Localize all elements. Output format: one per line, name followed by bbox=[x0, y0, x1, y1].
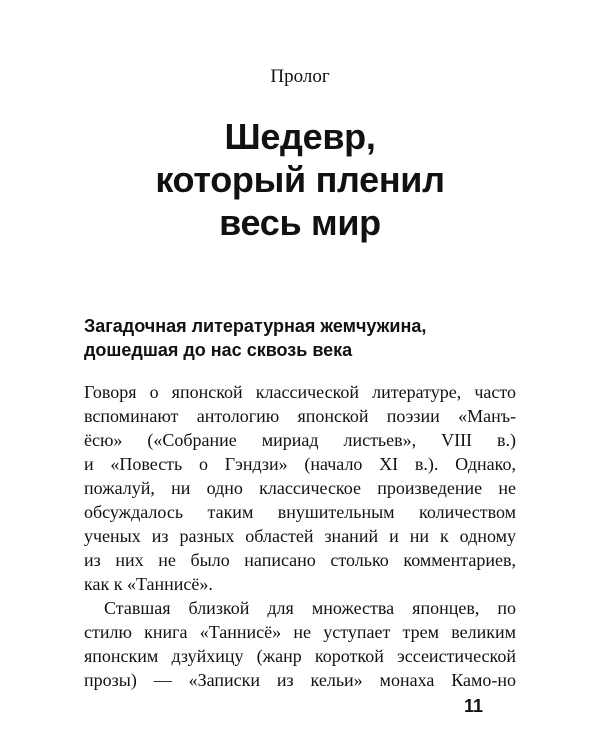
text-line: Говоря о японской классической литературе, часто bbox=[84, 382, 516, 402]
text-line: обсуждалось таким внушительным количеством bbox=[84, 502, 516, 522]
text-line: ёсю» («Собрание мириад листьев», VIII в.) bbox=[84, 430, 516, 450]
chapter-title bbox=[0, 115, 600, 244]
body-text bbox=[84, 380, 516, 692]
chapter-title-line: Шедевр, bbox=[224, 116, 376, 157]
chapter-title-line: который пленил bbox=[155, 159, 445, 200]
section-heading-line: дошедшая до нас сквозь века bbox=[84, 340, 353, 360]
text-line: ученых из разных областей знаний и ни к одному bbox=[84, 526, 516, 546]
text-line: стилю книга «Таннисё» не уступает трем великим bbox=[84, 622, 516, 642]
prologue-label: Пролог bbox=[270, 66, 330, 87]
text-line: из них не было написано столько комментариев, bbox=[84, 550, 516, 570]
paragraph-2 bbox=[84, 596, 516, 692]
paragraph-1 bbox=[84, 380, 516, 596]
text-line: как к «Таннисё». bbox=[84, 574, 213, 594]
text-line: вспоминают антологию японской поэзии «Манъ- bbox=[84, 406, 516, 426]
section-heading bbox=[84, 314, 524, 362]
text-line: пожалуй, ни одно классическое произведение не bbox=[84, 478, 516, 498]
text-line: японским дзуйхицу (жанр короткой эссеистической bbox=[84, 646, 516, 666]
section-heading-line: Загадочная литературная жемчужина, bbox=[84, 316, 427, 336]
text-line: и «Повесть о Гэндзи» (начало XI в.). Однако, bbox=[84, 454, 516, 474]
text-line: прозы) — «Записки из кельи» монаха Камо-но bbox=[84, 670, 516, 690]
text-line: Ставшая близкой для множества японцев, по bbox=[104, 598, 516, 618]
chapter-title-line: весь мир bbox=[219, 202, 381, 243]
page-number: 11 bbox=[464, 696, 484, 716]
